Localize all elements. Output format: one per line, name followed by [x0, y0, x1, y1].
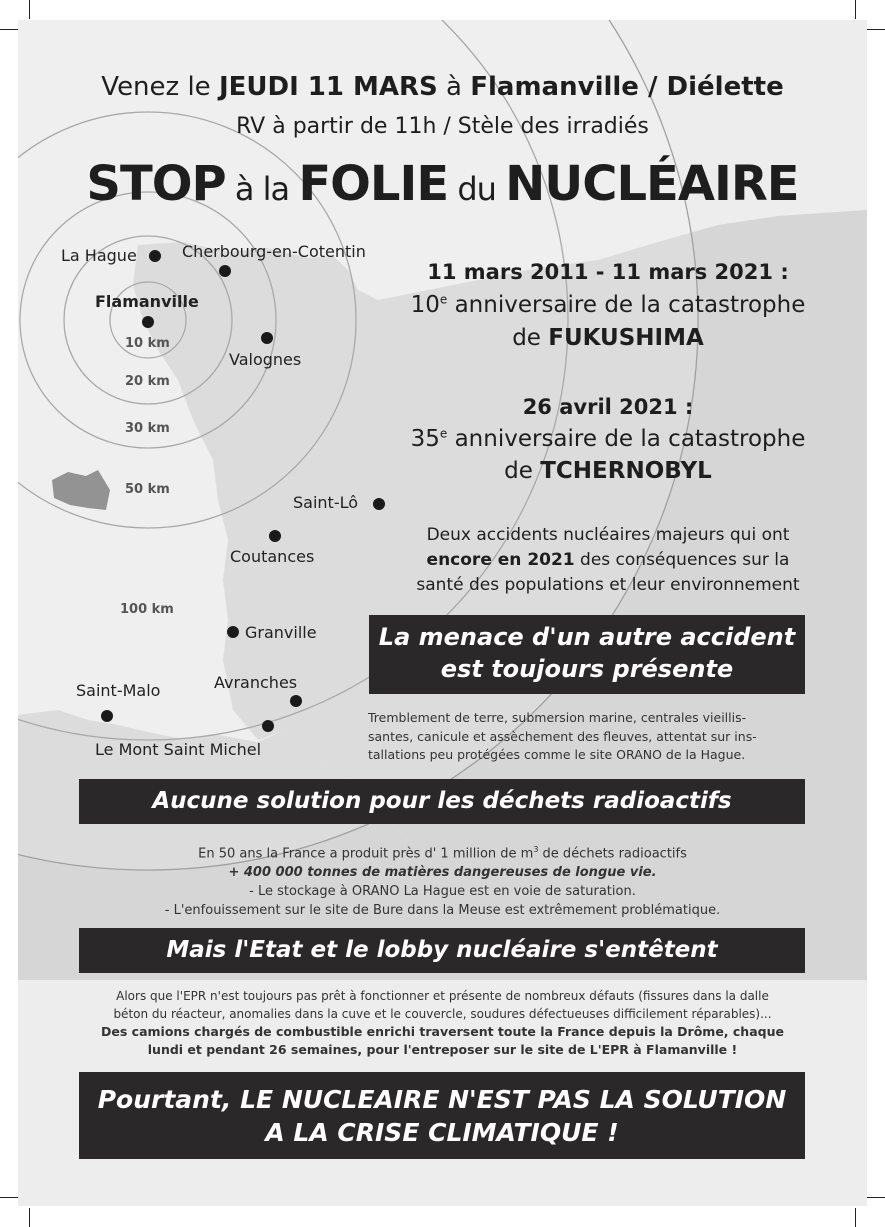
- title-folie: FOLIE: [298, 156, 449, 212]
- dot-la-hague: [149, 250, 161, 262]
- conclusion-line-1: Pourtant, LE NUCLEAIRE N'EST PAS LA SOLUTION: [97, 1085, 787, 1114]
- menace-banner: [369, 615, 805, 694]
- dot-saint-malo: [101, 710, 113, 722]
- ring-label-20km: 20 km: [125, 374, 170, 389]
- accidents-line-3: santé des populations et leur environnement: [416, 575, 800, 595]
- crop-mark: [855, 1208, 856, 1227]
- fukushima-dates: 11 mars 2011 - 11 mars 2021 :: [427, 260, 789, 284]
- dechets-banner: Aucune solution pour les déchets radioactifs: [79, 779, 805, 824]
- event-intro: Venez le: [101, 72, 219, 102]
- dechets-line-1-sup: 3: [533, 845, 539, 854]
- title-connector-2: du: [448, 170, 506, 208]
- menace-detail-line-3: tallations peu protégées comme le site ORANO de la Hague.: [368, 747, 746, 762]
- accidents-bold: encore en 2021: [426, 550, 575, 570]
- dechets-line-1-pre: En 50 ans la France a produit près d' 1 million de m: [198, 846, 534, 862]
- city-label-mont-saint-michel: Le Mont Saint Michel: [95, 740, 262, 759]
- fukushima-sup: e: [439, 292, 448, 307]
- tchernobyl-sup: e: [439, 426, 448, 441]
- city-label-valognes: Valognes: [229, 350, 302, 369]
- menace-detail: [368, 709, 808, 765]
- etat-paragraph: [18, 987, 867, 1059]
- fukushima-text: anniversaire de la catastrophe: [447, 292, 806, 318]
- accidents-line-2: [358, 548, 858, 573]
- event-line: [18, 72, 867, 102]
- title-nucleaire: NUCLÉAIRE: [505, 156, 799, 212]
- tchernobyl-number: 35: [410, 426, 440, 452]
- meeting-line: RV à partir de 11h / Stèle des irradiés: [236, 114, 649, 139]
- dot-flamanville: [142, 316, 154, 328]
- dot-avranches: [290, 695, 302, 707]
- title-connector: à la: [225, 170, 299, 208]
- tchernobyl-name: TCHERNOBYL: [540, 458, 712, 484]
- ring-label-30km: 30 km: [125, 421, 170, 436]
- crop-mark: [0, 29, 19, 30]
- page-title: [18, 156, 867, 212]
- etat-line-1: Alors que l'EPR n'est toujours pas prêt à fonctionner et présente de nombreux défauts (fissures dans la dalle: [116, 989, 769, 1003]
- city-label-coutances: Coutances: [230, 547, 315, 566]
- event-place: Flamanville / Diélette: [470, 72, 784, 102]
- ring-label-100km: 100 km: [120, 602, 174, 617]
- crop-mark: [866, 1197, 885, 1198]
- etat-line-2: béton du réacteur, anomalies dans la cuve et le couvercle, soudures défectueuses difficilement réparables)...: [113, 1007, 772, 1021]
- crop-mark: [0, 1197, 19, 1198]
- city-label-saint-lo: Saint-Lô: [293, 493, 359, 512]
- tchernobyl-de: de: [504, 458, 541, 484]
- dechets-line-4: - L'enfouissement sur le site de Bure dans la Meuse est extrêmement problématique.: [164, 903, 721, 919]
- etat-line-4: lundi et pendant 26 semaines, pour l'entreposer sur le site de L'EPR à Flamanville !: [147, 1042, 738, 1057]
- dechets-line-1-post: de déchets radioactifs: [538, 846, 687, 862]
- title-stop: STOP: [86, 156, 226, 212]
- accidents-line-1: Deux accidents nucléaires majeurs qui ont: [426, 525, 790, 545]
- crop-mark: [855, 0, 856, 19]
- dot-cherbourg: [219, 265, 231, 277]
- dechets-paragraph: [18, 840, 867, 920]
- city-label-granville: Granville: [245, 623, 317, 642]
- crop-mark: [29, 0, 30, 19]
- dot-valognes: [261, 332, 273, 344]
- event-connector: à: [437, 72, 471, 102]
- city-label-la-hague: La Hague: [61, 246, 137, 265]
- conclusion-line-2: A LA CRISE CLIMATIQUE !: [265, 1118, 619, 1147]
- city-label-flamanville: Flamanville: [95, 292, 199, 311]
- ring-label-10km: 10 km: [125, 336, 170, 351]
- etat-banner: Mais l'Etat et le lobby nucléaire s'entêtent: [79, 928, 805, 973]
- city-label-saint-malo: Saint-Malo: [76, 681, 161, 700]
- crop-mark: [29, 1208, 30, 1227]
- accidents-paragraph: [358, 523, 858, 598]
- crop-mark: [866, 29, 885, 30]
- accidents-line-2-rest: des conséquences sur la: [574, 550, 790, 570]
- dot-mont-saint-michel: [262, 720, 274, 732]
- tchernobyl-anniversary: [358, 426, 858, 452]
- dot-granville: [227, 626, 239, 638]
- menace-detail-line-1: Tremblement de terre, submersion marine, centrales vieillis-: [368, 710, 747, 725]
- menace-line-2: est toujours présente: [440, 655, 734, 683]
- dechets-line-2: + 400 000 tonnes de matières dangereuses de longue vie.: [228, 865, 657, 881]
- fukushima-name-line: [358, 325, 858, 351]
- conclusion-banner: [79, 1072, 805, 1159]
- dechets-line-3: - Le stockage à ORANO La Hague est en voie de saturation.: [249, 884, 636, 900]
- fukushima-number: 10: [410, 292, 440, 318]
- city-label-cherbourg: Cherbourg-en-Cotentin: [182, 242, 366, 261]
- ring-label-50km: 50 km: [125, 482, 170, 497]
- fukushima-name: FUKUSHIMA: [548, 325, 704, 351]
- menace-detail-line-2: santes, canicule et assèchement des fleuves, attentat sur ins-: [368, 728, 757, 744]
- dot-coutances: [269, 530, 281, 542]
- flyer: [18, 20, 867, 1206]
- tchernobyl-name-line: [358, 458, 858, 484]
- dechets-line-1: [18, 840, 867, 863]
- tchernobyl-date: 26 avril 2021 :: [522, 395, 694, 419]
- etat-line-3: Des camions chargés de combustible enrichi traversent toute la France depuis la Drôme, chaque: [101, 1024, 784, 1039]
- fukushima-anniversary: [358, 292, 858, 318]
- fukushima-de: de: [512, 325, 549, 351]
- tchernobyl-text: anniversaire de la catastrophe: [447, 426, 806, 452]
- dot-saint-lo: [373, 498, 385, 510]
- menace-line-1: La menace d'un autre accident: [378, 623, 796, 651]
- city-label-avranches: Avranches: [214, 673, 298, 692]
- event-date: JEUDI 11 MARS: [218, 72, 438, 102]
